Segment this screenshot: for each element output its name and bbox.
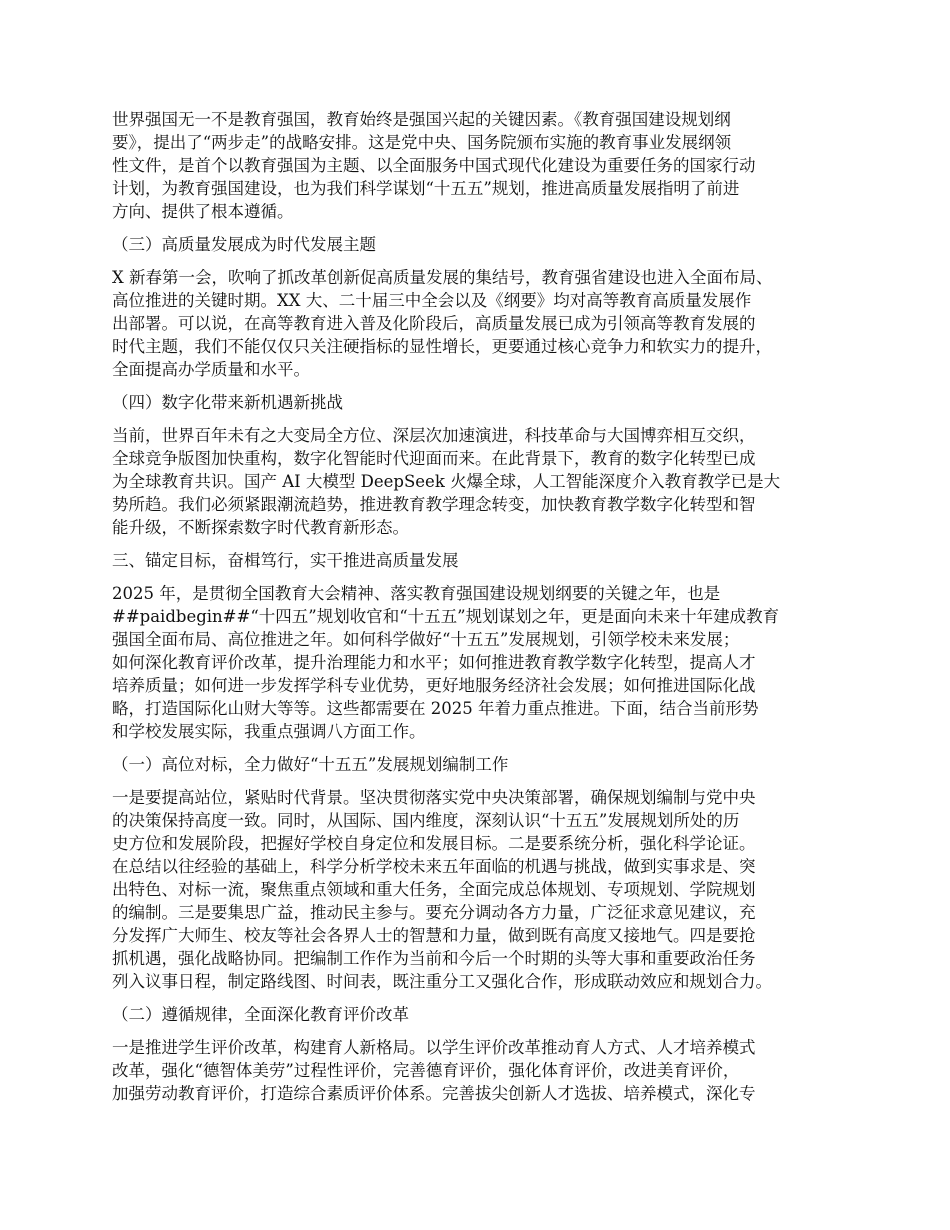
text-line: 方向、提供了根本遵循。 bbox=[112, 202, 294, 221]
section-heading-high-quality: （三）高质量发展成为时代发展主题 bbox=[112, 235, 376, 254]
paragraph-evaluation-reform bbox=[112, 1036, 857, 1105]
document-page bbox=[112, 108, 857, 1115]
text-line: 略，打造国际化山财大等等。这些都需要在 2025 年着力重点推进。下面，结合当前形势 bbox=[112, 699, 759, 718]
paragraph-high-quality bbox=[112, 266, 857, 381]
text-line: 改革，强化“德智体美劳”过程性评价，完善德育评价，强化体育评价，改进美育评价， bbox=[112, 1061, 740, 1080]
text-line: 强国全面布局、高位推进之年。如何科学做好“十五五”发展规划，引领学校未来发展； bbox=[112, 630, 740, 649]
text-line: 出部署。可以说，在高等教育进入普及化阶段后，高质量发展已成为引领高等教育发展的 bbox=[112, 314, 756, 333]
text-line: 要》，提出了“两步走”的战略安排。这是党中央、国务院颁布实施的教育事业发展纲领 bbox=[112, 133, 732, 152]
text-line: 势所趋。我们必须紧跟潮流趋势，推进教育教学理念转变，加快教育教学数字化转型和智 bbox=[112, 495, 756, 514]
text-line: 培养质量；如何进一步发挥学科专业优势，更好地服务经济社会发展；如何推进国际化战 bbox=[112, 676, 756, 695]
paragraph-planning bbox=[112, 786, 857, 993]
paragraph-education-power bbox=[112, 108, 857, 223]
text-line: 全球竞争版图加快重构，数字化智能时代迎面而来。在此背景下，教育的数字化转型已成 bbox=[112, 449, 756, 468]
text-line: 在总结以往经验的基础上，科学分析学校未来五年面临的机遇与挑战，做到实事求是、突 bbox=[112, 857, 756, 876]
text-line: 一是要提高站位，紧贴时代背景。坚决贯彻落实党中央决策部署，确保规划编制与党中央 bbox=[112, 788, 756, 807]
text-line: 一是推进学生评价改革，构建育人新格局。以学生评价改革推动育人方式、人才培养模式 bbox=[112, 1038, 756, 1057]
text-line: 抓机遇，强化战略协同。把编制工作作为当前和今后一个时期的头等大事和重要政治任务 bbox=[112, 949, 756, 968]
text-line: 的编制。三是要集思广益，推动民主参与。要充分调动各方力量，广泛征求意见建议，充 bbox=[112, 903, 756, 922]
text-line: 和学校发展实际，我重点强调八方面工作。 bbox=[112, 722, 426, 741]
text-line: 如何深化教育评价改革，提升治理能力和水平；如何推进教育教学数字化转型，提高人才 bbox=[112, 653, 756, 672]
text-line: 加强劳动教育评价，打造综合素质评价体系。完善拔尖创新人才选拔、培养模式，深化专 bbox=[112, 1084, 756, 1103]
text-line: 分发挥广大师生、校友等社会各界人士的智慧和力量，做到既有高度又接地气。四是要抢 bbox=[112, 926, 756, 945]
text-line: 能升级，不断探索数字时代教育新形态。 bbox=[112, 518, 409, 537]
text-line: 史方位和发展阶段，把握好学校自身定位和发展目标。二是要系统分析，强化科学论证。 bbox=[112, 834, 756, 853]
paragraph-2025-key-year bbox=[112, 582, 857, 743]
text-line: 的决策保持高度一致。同时，从国际、国内维度，深刻认识“十五五”发展规划所处的历 bbox=[112, 811, 740, 830]
text-line: 列入议事日程，制定路线图、时间表，既注重分工又强化合作，形成联动效应和规划合力。 bbox=[112, 972, 772, 991]
text-line: 性文件，是首个以教育强国为主题、以全面服务中国式现代化建设为重要任务的国家行动 bbox=[112, 156, 756, 175]
text-line: 当前，世界百年未有之大变局全方位、深层次加速演进，科技革命与大国博弈相互交织， bbox=[112, 426, 756, 445]
section-heading-evaluation-reform: （二）遵循规律，全面深化教育评价改革 bbox=[112, 1005, 409, 1024]
section-heading-planning: （一）高位对标，全力做好“十五五”发展规划编制工作 bbox=[112, 755, 509, 774]
section-heading-part-three: 三、锚定目标，奋楫笃行，实干推进高质量发展 bbox=[112, 551, 459, 570]
text-line: 计划，为教育强国建设，也为我们科学谋划“十五五”规划，推进高质量发展指明了前进 bbox=[112, 179, 740, 198]
text-line: X 新春第一会，吹响了抓改革创新促高质量发展的集结号，教育强省建设也进入全面布局、 bbox=[112, 268, 773, 287]
text-line: 出特色、对标一流，聚焦重点领域和重大任务，全面完成总体规划、专项规划、学院规划 bbox=[112, 880, 756, 899]
text-line: 全面提高办学质量和水平。 bbox=[112, 360, 310, 379]
text-line: ##paidbegin##“十四五”规划收官和“十五五”规划谋划之年，更是面向未来十年建成教育 bbox=[112, 607, 780, 626]
text-line: 世界强国无一不是教育强国，教育始终是强国兴起的关键因素。《教育强国建设规划纲 bbox=[112, 110, 731, 129]
text-line: 时代主题，我们不能仅仅只关注硬指标的显性增长，更要通过核心竞争力和软实力的提升， bbox=[112, 337, 772, 356]
text-line: 2025 年，是贯彻全国教育大会精神、落实教育强国建设规划纲要的关键之年，也是 bbox=[112, 584, 721, 603]
section-heading-digitalization: （四）数字化带来新机遇新挑战 bbox=[112, 393, 343, 412]
text-line: 为全球教育共识。国产 AI 大模型 DeepSeek 火爆全球，人工智能深度介入教育教学已是大 bbox=[112, 472, 781, 491]
paragraph-digitalization bbox=[112, 424, 857, 539]
text-line: 高位推进的关键时期。XX 大、二十届三中全会以及《纲要》均对高等教育高质量发展作 bbox=[112, 291, 752, 310]
